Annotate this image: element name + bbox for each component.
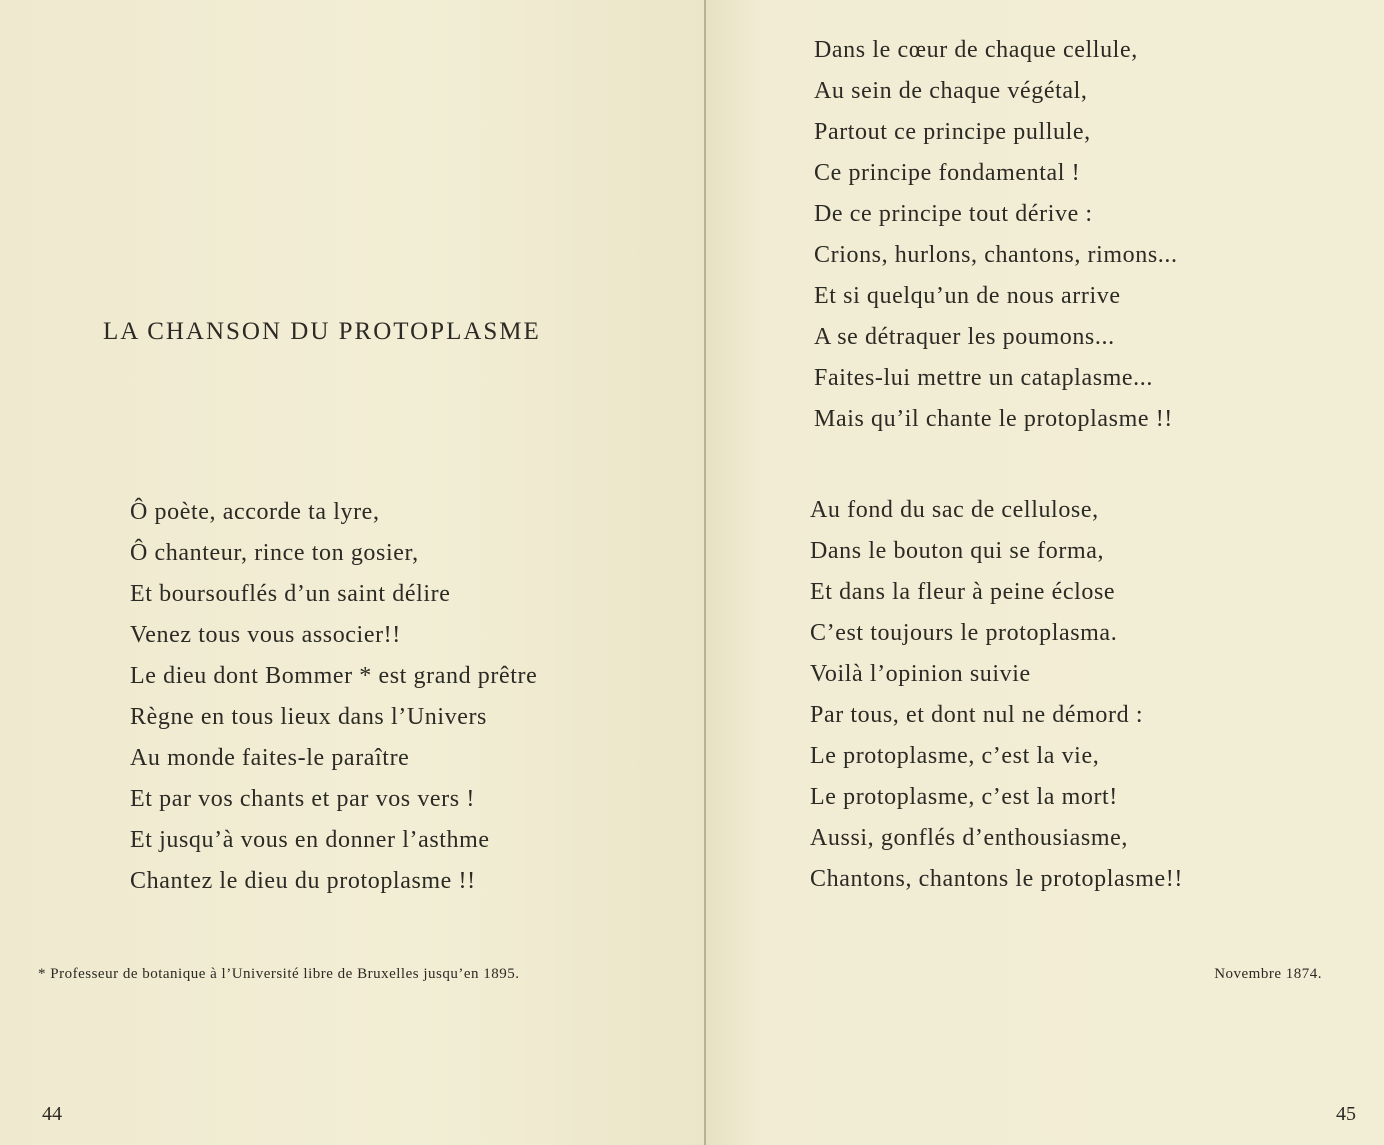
verse-line: Ô chanteur, rince ton gosier,: [130, 540, 419, 566]
verse-line: Dans le bouton qui se forma,: [810, 538, 1105, 564]
verse-line: Le dieu dont Bommer * est grand prêtre: [130, 663, 538, 689]
verse-line: Par tous, et dont nul ne démord :: [810, 702, 1144, 728]
verse-line: A se détraquer les poumons...: [814, 324, 1115, 350]
verse-line: Partout ce principe pullule,: [814, 119, 1091, 145]
verse-line: Et jusqu’à vous en donner l’asthme: [130, 827, 490, 853]
verse-line: Ô poète, accorde ta lyre,: [130, 499, 380, 525]
verse-line: Au monde faites-le paraître: [130, 745, 410, 771]
verse-line: Aussi, gonflés d’enthousiasme,: [810, 825, 1128, 851]
verse-line: C’est toujours le protoplasma.: [810, 620, 1118, 646]
verse-line: Règne en tous lieux dans l’Univers: [130, 704, 487, 730]
page-number-left: 44: [42, 1103, 62, 1125]
verse-line: Le protoplasme, c’est la mort!: [810, 784, 1118, 810]
verse-line: Voilà l’opinion suivie: [810, 661, 1031, 687]
verse-line: Chantez le dieu du protoplasme !!: [130, 868, 476, 894]
poem-title: LA CHANSON DU PROTOPLASME: [103, 318, 541, 345]
verse-line: Au fond du sac de cellulose,: [810, 497, 1099, 523]
right-stanza-1: [814, 30, 1178, 440]
verse-line: De ce principe tout dérive :: [814, 201, 1093, 227]
verse-line: Au sein de chaque végétal,: [814, 78, 1088, 104]
right-stanza-2: [810, 490, 1183, 900]
poem-date: Novembre 1874.: [1214, 966, 1322, 982]
right-page: [706, 0, 1384, 1145]
page-number-right: 45: [1336, 1103, 1356, 1125]
verse-line: Venez tous vous associer!!: [130, 622, 401, 648]
verse-line: Chantons, chantons le protoplasme!!: [810, 866, 1183, 892]
left-stanza: [130, 492, 537, 902]
verse-line: Et boursouflés d’un saint délire: [130, 581, 451, 607]
footnote: * Professeur de botanique à l’Université libre de Bruxelles jusqu’en 1895.: [38, 966, 520, 982]
verse-line: Ce principe fondamental !: [814, 160, 1081, 186]
verse-line: Dans le cœur de chaque cellule,: [814, 37, 1138, 63]
verse-line: Et si quelqu’un de nous arrive: [814, 283, 1121, 309]
verse-line: Et dans la fleur à peine éclose: [810, 579, 1116, 605]
verse-line: Mais qu’il chante le protoplasme !!: [814, 406, 1173, 432]
verse-line: Le protoplasme, c’est la vie,: [810, 743, 1100, 769]
verse-line: Et par vos chants et par vos vers !: [130, 786, 475, 812]
verse-line: Crions, hurlons, chantons, rimons...: [814, 242, 1178, 268]
verse-line: Faites-lui mettre un cataplasme...: [814, 365, 1153, 391]
